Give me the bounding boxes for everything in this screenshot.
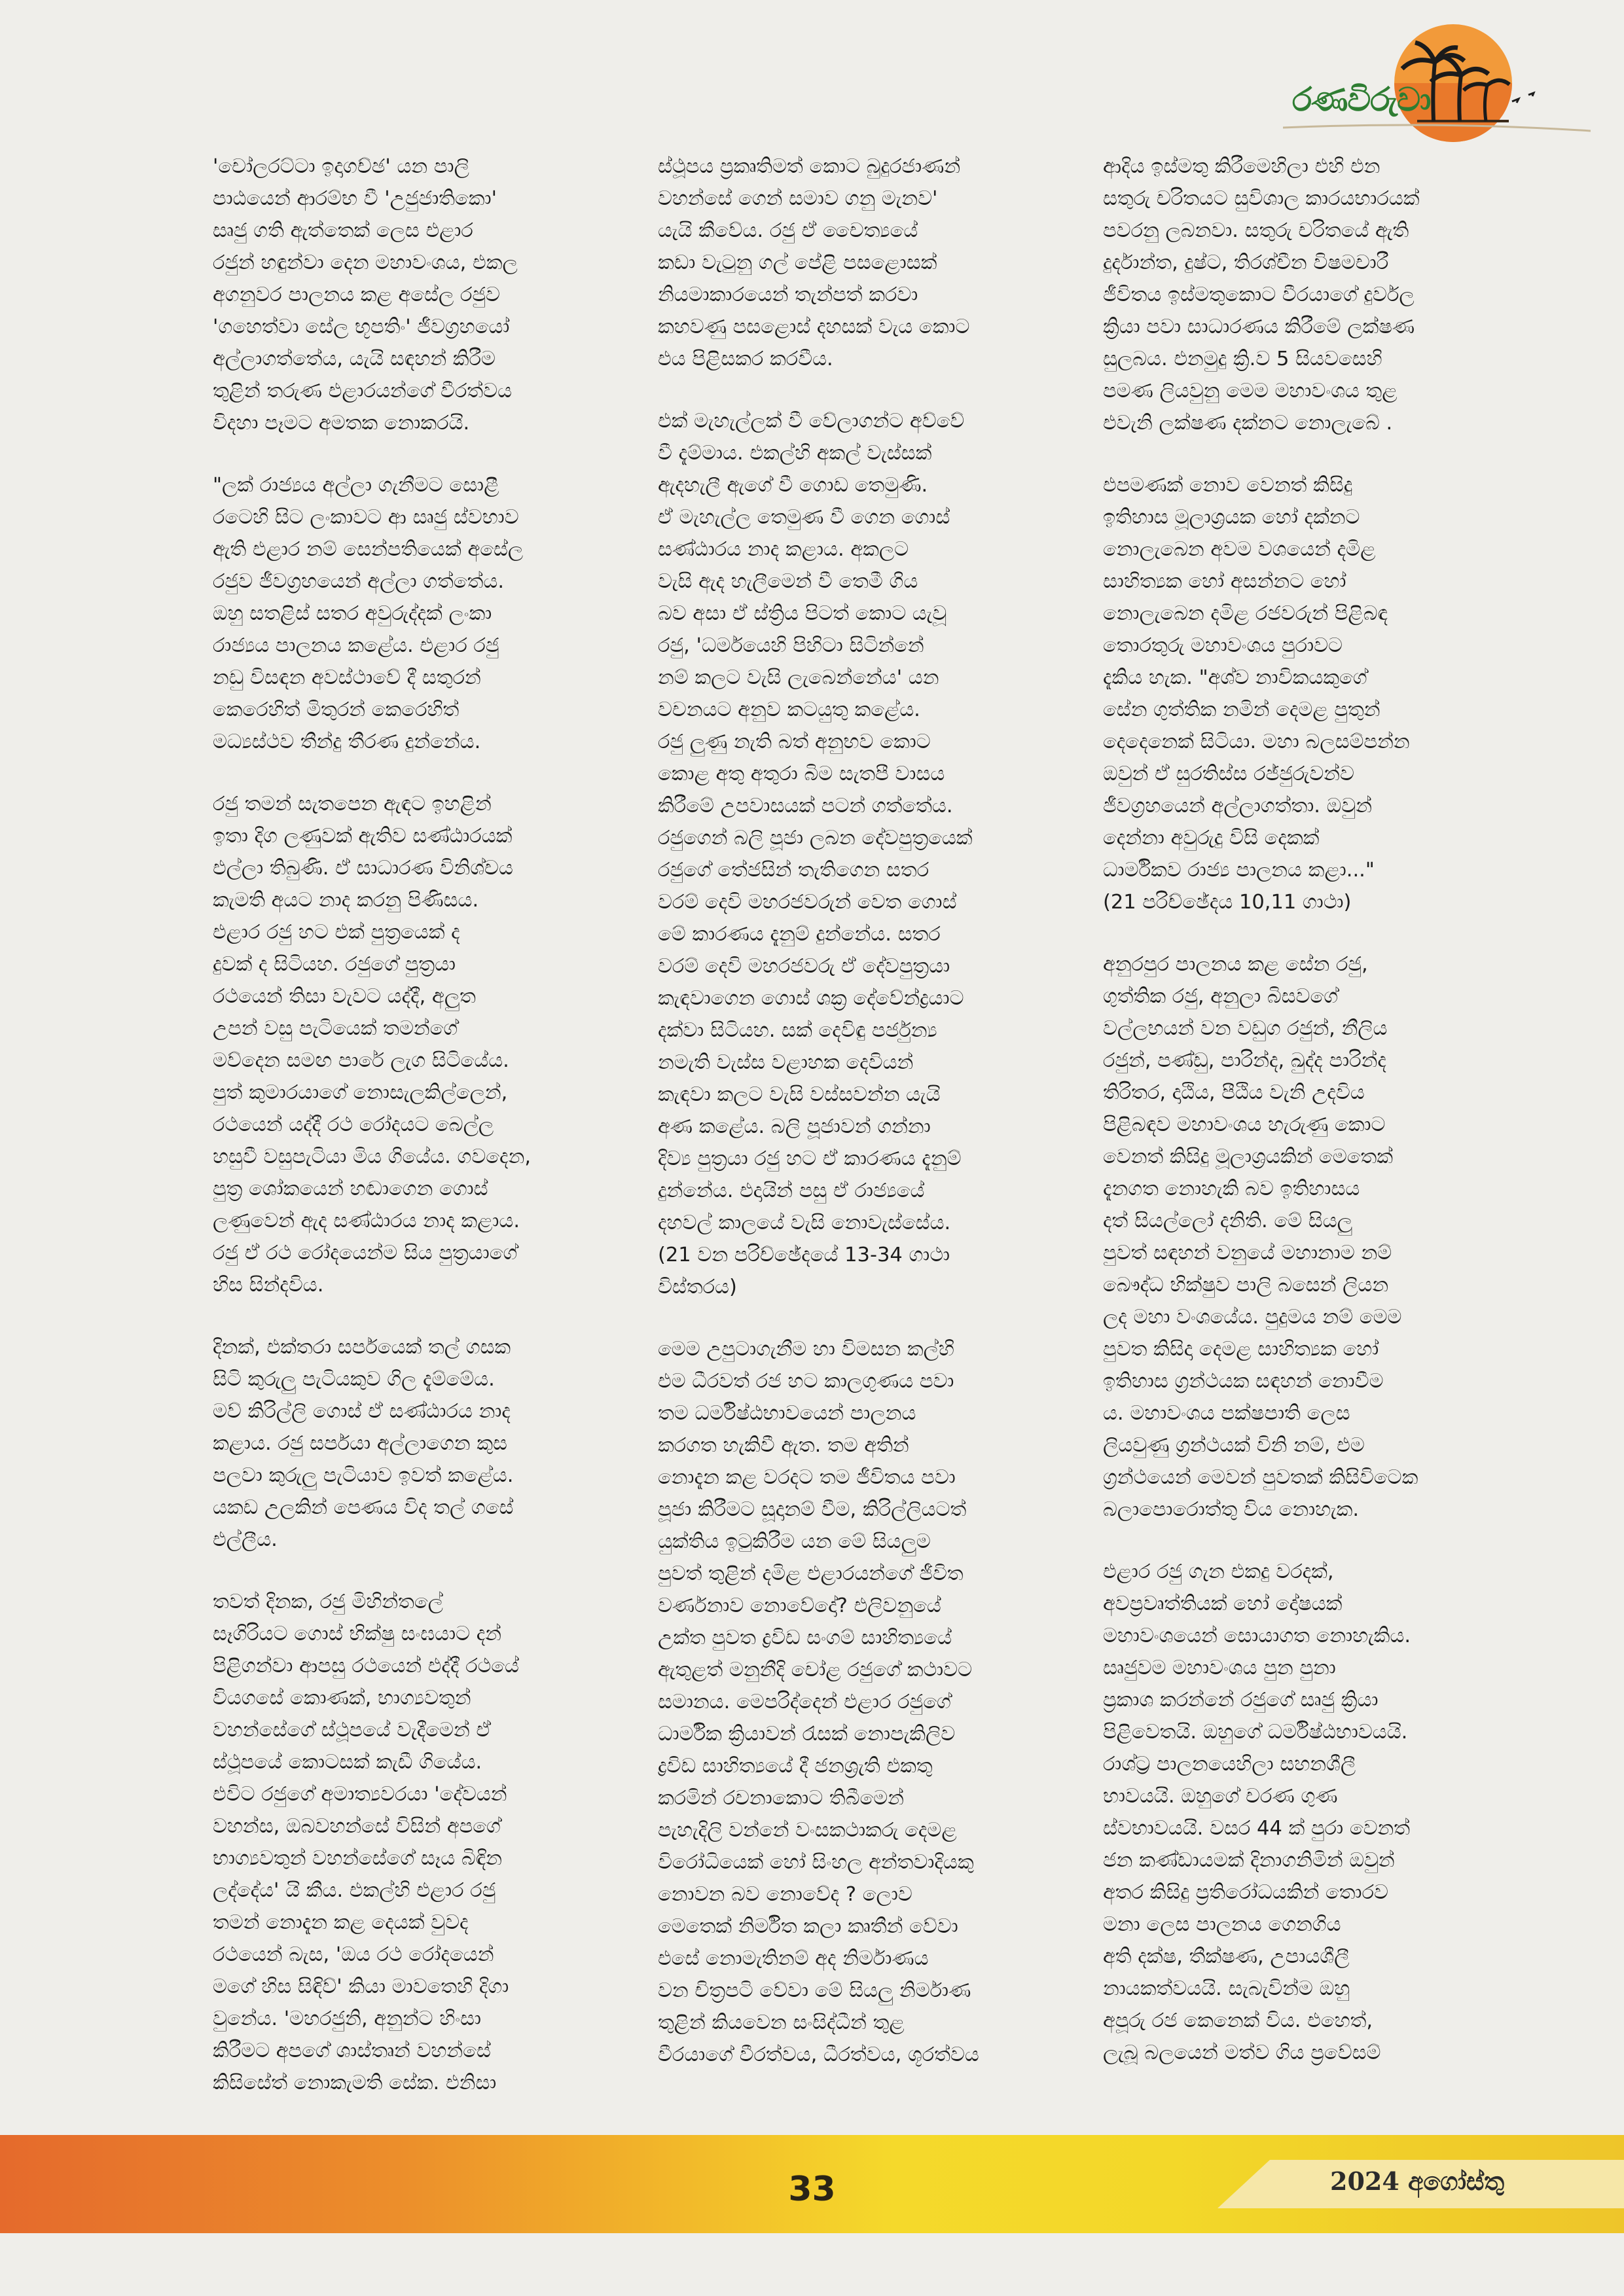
text-line: මධ්‍යස්ථව තීන්දු තීරණ දුන්නේය.: [213, 730, 481, 753]
text-line: ඇදහැලී ඇගේ වී ගොඩ තෙමුණි.: [658, 474, 928, 497]
text-line: එල්ලීය.: [213, 1528, 278, 1551]
text-line: යැයි කීවේය. රජු ඒ චෛත්‍යයේ: [658, 219, 918, 242]
article-column-1: [213, 151, 632, 2129]
text-line: සමානය. මෙපරිද්දෙන් එළාර රජුගේ: [658, 1691, 951, 1713]
text-line: පිළිගන්වා ආපසු රථයෙන් එද්දී රථයේ: [213, 1655, 519, 1677]
logo-text: රණවිරුවා: [1292, 81, 1431, 118]
text-line: රජු ඒ රථ රෝදයෙන්ම සිය පුත්‍රයාගේ: [213, 1242, 518, 1265]
text-line: නොලැබෙන දමිළ රජවරුන් පිළිබඳ: [1103, 602, 1388, 625]
text-line: කෙරෙහිත් මිතුරන් කෙරෙහිත්: [213, 698, 460, 721]
text-line: පාඨයෙන් ආරම්භ වී 'උජුජාතිකො': [213, 187, 497, 210]
text-line: කඩා වැටුනු ගල් පේළි පසළොසක්: [658, 251, 937, 274]
text-line: විරෝධියෙක් හෝ සිංහල අන්තවාදියකු: [658, 1851, 974, 1874]
text-line: පුත්‍ර ශෝකයෙන් හඬාගෙන ගොස්: [213, 1177, 488, 1200]
text-line: නොදැන කළ වරදට තම ජීවිතය පවා: [658, 1466, 956, 1489]
text-line: එය පිළිසකර කරවීය.: [658, 348, 833, 370]
text-line: දුන්නේය. එදායින් පසු ඒ රාජ්‍යයේ: [658, 1179, 925, 1202]
text-line: දෙන්නා අවුරුදු විසි දෙකක්: [1103, 827, 1320, 850]
text-line: භාවයයි. ඔහුගේ චරණ ගුණ: [1103, 1785, 1338, 1808]
text-line: (21 වන පරිච්ඡේදයේ 13-34 ගාථා: [658, 1244, 950, 1266]
text-line: ලියවුණු ග්‍රන්ථයක් විනි නම්, එම: [1103, 1434, 1365, 1457]
text-line: කරමින් රචනාකොට තිබීමෙන්: [658, 1787, 904, 1810]
text-line: වන චිත්‍රපටි වේවා මේ සියලු නිර්මාණ: [658, 1979, 971, 2002]
text-line: ක්‍රියා පවා සාධාරණය කිරීමේ ලක්ෂණ: [1103, 315, 1415, 338]
issue-date: 2024 අගෝස්තු: [1330, 2166, 1505, 2196]
text-line: නොවන බව නොවේද ? ලොව: [658, 1883, 912, 1906]
paragraph: [1103, 469, 1522, 918]
text-line: ඔවුන් ඒ සුරතිස්ස රජ්ජුරුවන්ව: [1103, 762, 1354, 785]
text-line: අපූරු රජ කෙනෙක් විය. එහෙත්,: [1103, 2009, 1373, 2032]
text-line: ඉතිහාස මූලාශ්‍රයක හෝ දක්නට: [1103, 506, 1360, 529]
text-line: ජීවිතය ඉස්මතුකොට වීරයාගේ දුර්වල: [1103, 283, 1415, 306]
text-line: පුත් කුමාරයාගේ නොසැලකිල්ලෙන්,: [213, 1081, 508, 1104]
text-line: වචනයට අනුව කටයුතු කළේය.: [658, 698, 920, 721]
text-line: රජු ලුණු නැති බත් අනුභව කොට: [658, 730, 931, 753]
text-line: රජු, 'ධර්මයෙහි පිහිටා සිටින්නේ: [658, 634, 924, 657]
text-line: ඉතා දිග ලණුවක් ඇතිව සණ්ඨාරයක්: [213, 825, 513, 848]
text-line: රජුගෙන් බලි පූජා ලබන දේවපුත්‍රයෙක්: [658, 827, 973, 850]
text-line: සුලබය. එනමුදු ක්‍රි.ව 5 සියවසෙහි: [1103, 348, 1382, 370]
text-line: පුවත් සඳහන් වනුයේ මහානාම නම්: [1103, 1242, 1392, 1265]
text-line: තොරතුරු මහාවංශය පුරාවට: [1103, 634, 1343, 657]
paragraph: [213, 151, 632, 439]
text-line: එම ධීරවත් රජ හට කාලගුණය පවා: [658, 1370, 954, 1393]
text-line: එවිට රජුගේ අමාත්‍යවරයා 'දේවයන්: [213, 1783, 507, 1806]
text-line: ලැබූ බලයෙන් මත්ව ගිය ප්‍රවේසම්: [1103, 2041, 1381, 2064]
text-line: දුර්දාන්ත, දුෂ්ට, තිරශ්චීන විෂමචාරී: [1103, 251, 1389, 274]
text-line: දක්වා සිටියහ. සක් දෙවිඳු පර්ජුන්‍ය: [658, 1019, 937, 1042]
text-line: කිරීමේ උපවාසයක් පටන් ගත්තේය.: [658, 795, 953, 817]
text-line: එක් මැහැල්ලක් වී වේලාගන්ට අව්වේ: [658, 410, 965, 433]
text-line: එල්ලා තිබුණි. ඒ සාධාරණ විනිශ්චය: [213, 857, 513, 880]
text-line: ලද්දේය' යි කීය. එකල්හි එළාර රජු: [213, 1879, 496, 1902]
text-line: මෙතෙක් නිර්මිත කලා කෘතීන් වේවා: [658, 1915, 958, 1938]
text-line: වියගසේ කොණක්, භාග්‍යවතුන්: [213, 1687, 471, 1710]
text-line: තිරිතර, දාඨිය, පීඨිය වැනි උදවිය: [1103, 1081, 1365, 1104]
text-line: මව්දෙන සමඟ පාරේ ලැග සිටියේය.: [213, 1049, 509, 1072]
text-line: කැඳවා කලට වැසි වස්සවන්න යැයි: [658, 1083, 941, 1106]
text-line: රජුව ජීවග්‍රහයෙන් අල්ලා ගත්තේය.: [213, 570, 505, 593]
text-line: වීරයාගේ වීරත්වය, ධීරත්වය, ශූරත්වය: [658, 2043, 979, 2066]
text-line: පවරනු ලබනවා. සතුරු චරිතයේ ඇති: [1103, 219, 1409, 242]
text-line: රථයෙන් තිසා වැවට යද්දී, අලුත: [213, 985, 476, 1008]
text-line: මේ කාරණය දැනුම් දුන්නේය. සතර: [658, 923, 941, 946]
paragraph: [658, 151, 1077, 375]
text-line: උපන් වසු පැටියෙක් තමන්ගේ: [213, 1017, 458, 1040]
text-line: වරම් දෙවි මහරජවරු ඒ දේවපුත්‍රයා: [658, 955, 950, 978]
text-line: අල්ලාගත්තේය, යැයි සඳහන් කිරීම: [213, 348, 496, 370]
text-line: රජුන් හඳුන්වා දෙන මහාවංශය, එකල: [213, 251, 518, 274]
text-line: ග්‍රන්ථයෙන් මෙවන් පුවතක් කිසිවිටෙක: [1103, 1466, 1418, 1489]
text-line: වර්ණනාව නොවේදෝ? එලිවනුයේ: [658, 1594, 941, 1617]
text-line: යකඩ උලකින් පෙණය විද තල් ගසේ: [213, 1496, 514, 1519]
text-line: පූජා කිරීමට සූදානම් වීම, කිරිල්ලියටත්: [658, 1498, 967, 1521]
text-line: රජුන්, පණ්ඩු, පාරින්ද, ඛුද්ද පාරින්ද: [1103, 1049, 1386, 1072]
text-line: එපමණක් නොව වෙනත් කිසිදු: [1103, 474, 1353, 497]
text-line: දුවක් ද සිටියහ. රජුගේ පුත්‍රයා: [213, 953, 456, 976]
text-line: 'චෝලරට්ටා ඉදාගච්ඡ' යන පාලි: [213, 155, 469, 178]
text-line: පැහැදිලි වන්නේ වංසකථාකරු දෙමළ: [658, 1819, 957, 1842]
text-line: සේන ගුත්තික නමින් දෙමළ පුතුන්: [1103, 698, 1380, 721]
text-line: ලණුවෙන් ඇද සණ්ඨාරය නාද කළාය.: [213, 1210, 520, 1232]
text-line: අවප්‍රවෘත්තියක් හෝ දෝෂයක්: [1103, 1592, 1343, 1615]
article-column-2: [658, 151, 1077, 2101]
text-line: කොළ අතු අතුරා බිම සැතපී වාසය: [658, 762, 945, 785]
text-line: දෙදෙනෙක් සිටියා. මහා බලසම්පන්න: [1103, 730, 1410, 753]
text-line: අතර කිසිදු ප්‍රතිරෝධයකින් තොරව: [1103, 1881, 1388, 1904]
text-line: නායකත්වයයි. සැබැවින්ම ඔහු: [1103, 1977, 1350, 2000]
text-line: දත් සියල්ලෝ දනිති. මේ සියලු: [1103, 1210, 1352, 1232]
text-line: සෘජු ගති ඇත්තෙක් ලෙස එළාර: [213, 219, 473, 242]
text-line: තම ධර්මිෂ්ඨභාවයෙන් පාලනය: [658, 1402, 916, 1425]
text-line: මෙම උපුටාගැනීම හා විමසන කල්හි: [658, 1338, 954, 1361]
text-line: නම් කලට වැසි ලැබෙන්නේය' යන: [658, 666, 939, 689]
paragraph: [1103, 1556, 1522, 2069]
text-line: ඇතුළත් මනුනීදි චෝළ රජුගේ කථාවට: [658, 1659, 973, 1681]
text-line: රජුගේ තේජසින් තැතිගෙන සතර: [658, 859, 929, 882]
text-line: අති දක්ෂ, තීක්ෂණ, උපායශීලී: [1103, 1945, 1350, 1968]
text-line: වෙනත් කිසිදු මූලාශ්‍රයකින් මෙතෙක්: [1103, 1145, 1394, 1168]
text-line: මගේ හිස සිඳිව්' කියා මාවතෙහි දිගා: [213, 1975, 509, 1998]
text-line: පිළිබඳව මහාවංශය හැරුණු කොට: [1103, 1113, 1386, 1136]
text-line: වහන්සේගේ ස්ථූපයේ වැදීමෙන් ඒ: [213, 1719, 492, 1742]
paragraph: [658, 1333, 1077, 2071]
text-line: දහවල් කාලයේ වැසි නොවැස්සේය.: [658, 1211, 951, 1234]
text-line: "ලක් රාජ්‍යය අල්ලා ගැනීමට සොළී: [213, 474, 499, 497]
text-line: පුවත කිසිදා දෙමළ සාහිත්‍යක හෝ: [1103, 1338, 1379, 1361]
article-column-3: [1103, 151, 1522, 2099]
text-line: වැසි ඇද හැලීමෙන් වී තෙමී ගිය: [658, 570, 918, 593]
text-line: සණ්ඨාරය නාද කළාය. අකලට: [658, 538, 909, 561]
text-line: සෑගිරියට ගොස් භික්ෂු සංඝයාට දන්: [213, 1623, 502, 1645]
text-line: වහන්සේ ගෙන් සමාව ගනු මැනව': [658, 187, 938, 210]
text-line: ජීවග්‍රහයෙන් අල්ලාගත්තා. ඔවුන්: [1103, 795, 1372, 817]
text-line: ආදිය ඉස්මතු කිරීමෙහිලා එහි එන: [1103, 155, 1380, 178]
text-line: කැඳවාගෙන ගොස් ශක්‍ර දේවේන්ද්‍රයාට: [658, 987, 964, 1010]
text-line: පුවත් තුළින් දමිළ එළාරයන්ගේ ජීවිත: [658, 1562, 964, 1585]
text-line: නොලැබෙන අවම වශයෙන් දමිළ: [1103, 538, 1376, 561]
text-line: ස්ථූපය ප්‍රකෘතිමත් කොට බුදුරජාණන්: [658, 155, 961, 178]
text-line: විස්තරය): [658, 1276, 737, 1299]
text-line: රථයෙන් බැස, 'ඔය රථ රෝදයෙන්: [213, 1943, 494, 1966]
text-line: නඩු විසඳන අවස්ථාවේ දී සතුරන්: [213, 666, 481, 689]
text-line: වල්ලභයන් වන වඩුග රජුන්, නීලිය: [1103, 1017, 1388, 1040]
text-line: ය. මහාවංශය පක්ෂපාති ලෙස: [1103, 1402, 1350, 1425]
text-line: වහන්ස, ඔබවහන්සේ විසින් අපගේ: [213, 1815, 501, 1838]
text-line: පලවා කුරුලු පැටියාව ඉවත් කළේය.: [213, 1464, 514, 1487]
text-line: ද්‍රවිඩ සාහිත්‍යයේ දී ජනශ්‍රැති එකතු: [658, 1755, 933, 1778]
text-line: එළාර රජු හට එක් පුත්‍රයෙක් ද: [213, 921, 460, 944]
text-line: ගුත්තික රජු, අනුලා බිසවගේ: [1103, 985, 1339, 1008]
text-line: ඉතිහාස ග්‍රන්ථයක සඳහන් නොවීම: [1103, 1370, 1384, 1393]
text-line: සතුරු චරිතයට සුවිශාල කාරයභාරයක්: [1103, 187, 1420, 210]
text-line: තුළින් කියවෙන සංසිද්ධීන් තුළ: [658, 2011, 905, 2034]
text-line: කැමති අයට නාද කරනු පිණිසය.: [213, 889, 479, 912]
text-line: පමණ ලියවුනු මෙම මහාවංශය තුළ: [1103, 380, 1398, 403]
text-line: ජන කණ්ඩායමක් දිනාගනිමින් ඔවුන්: [1103, 1849, 1395, 1872]
text-line: දිව්‍ය පුත්‍රයා රජු හට ඒ කාරණය දැනුම්: [658, 1147, 962, 1170]
text-line: දිනක්, එක්තරා සර්පයෙක් තල් ගසක: [213, 1336, 511, 1359]
paragraph: [1103, 948, 1522, 1526]
text-line: යුක්තිය ඉටුකිරීම යන මේ සියලුම: [658, 1530, 931, 1553]
text-line: අගනුවර පාලනය කළ අසේල රජුව: [213, 283, 500, 306]
text-line: ධාර්මික ක්‍රියාවන් රැසක් නොපැකිලිව: [658, 1723, 956, 1746]
text-line: බව අසා ඒ ස්ත්‍රිය පිටත් කොට යැවූ: [658, 602, 947, 625]
text-line: කහවණු පසළොස් දහසක් වැය කොට: [658, 315, 970, 338]
text-line: කළාය. රජු සර්පයා අල්ලාගෙන කුස: [213, 1432, 507, 1455]
text-line: පිළිවෙතයි. ඔහුගේ ධර්මිෂ්ඨභාවයයි.: [1103, 1721, 1408, 1744]
text-line: බලාපොරොත්තු විය නොහැක.: [1103, 1498, 1360, 1521]
text-line: ඇති එළාර නම් සෙන්පතියෙක් අසේල: [213, 538, 524, 561]
text-line: මනා ලෙස පාලනය ගෙනගිය: [1103, 1913, 1341, 1936]
text-line: වුනේය. 'මහරජුනි, අනුන්ට හිංසා: [213, 2007, 481, 2030]
text-line: වී දැම්මාය. එකල්හි අකල් වැස්සක්: [658, 442, 932, 465]
paragraph: [213, 469, 632, 758]
text-line: දැනගත නොහැකි බව ඉතිහාසය: [1103, 1177, 1360, 1200]
text-line: ස්ථූපයේ කොටසක් කැඩී ගියේය.: [213, 1751, 482, 1774]
text-line: තමන් නොදැන කළ දෙයක් වුවද: [213, 1911, 469, 1934]
text-line: රටෙහි සිට ලංකාවට ආ සෘජු ස්වභාව: [213, 506, 519, 529]
text-line: මව් කිරිල්ලි ගොස් ඒ සණ්ඨාරය නාද: [213, 1400, 511, 1423]
paragraph: [213, 1586, 632, 2099]
text-line: සිටි කුරුලු පැටියකුව ගිල දැම්මේය.: [213, 1368, 495, 1391]
text-line: සාහිත්‍යක හෝ අසන්නට හෝ: [1103, 570, 1346, 593]
text-line: මහාවංශයෙන් සොයාගත නොහැකිය.: [1103, 1624, 1411, 1647]
text-line: (21 පරිච්ඡේදය 10,11 ගාථා): [1103, 891, 1352, 914]
text-line: හිස සින්දවිය.: [213, 1274, 324, 1297]
paragraph: [658, 405, 1077, 1303]
text-line: රාජ්‍යය පාලනය කළේය. එළාර රජු: [213, 634, 499, 657]
text-line: ඒ මැහැල්ල තෙමුණ වී ගෙන ගොස්: [658, 506, 950, 529]
text-line: අණ කළේය. බලි පූජාවන් ගන්නා: [658, 1115, 931, 1138]
text-line: ධාර්මිකව රාජ්‍ය පාලනය කළා...": [1103, 859, 1375, 882]
page-number: 33: [788, 2170, 836, 2209]
text-line: නමැති වැස්ස වළාහක දෙවියන්: [658, 1051, 914, 1074]
text-line: ලද මහා වංශයේය. පුදුමය නම් මෙම: [1103, 1306, 1402, 1329]
text-line: කරගත හැකිවී ඇත. තම අතින්: [658, 1434, 909, 1457]
text-line: එසේ නොමැතිනම් අද නිර්මාණය: [658, 1947, 929, 1970]
text-line: කිරීමට අපගේ ශාස්තෘන් වහන්සේ: [213, 2039, 491, 2062]
text-line: රාශ්ට්‍ර පාලනයෙහිලා සහනශීලී: [1103, 1753, 1356, 1776]
publication-logo: [1283, 23, 1597, 154]
text-line: තවත් දිනක, රජු මිහින්තලේ: [213, 1590, 443, 1613]
text-line: භාග්‍යවතුන් වහන්සේගේ සෑය බිඳින: [213, 1847, 503, 1870]
text-line: රජු තමන් සැතපෙන ඇඳට ඉහළින්: [213, 793, 492, 816]
paragraph: [213, 788, 632, 1301]
paragraph: [213, 1331, 632, 1556]
text-line: දැකිය හැක. "අශ්ව නාවිකයකුගේ: [1103, 666, 1367, 689]
text-line: වරම් දෙවි මහරජවරුන් වෙත ගොස්: [658, 891, 957, 914]
text-line: බෞද්ධ භික්ෂුව පාලි බසෙන් ලියන: [1103, 1274, 1389, 1297]
paragraph: [1103, 151, 1522, 439]
text-line: සෘජුවම මහාවංශය පුන පුනා: [1103, 1657, 1336, 1679]
text-line: එවැනි ලක්ෂණ දක්නට නොලැබේ .: [1103, 412, 1393, 435]
text-line: ඔහු සතළිස් සතර අවුරුද්දක් ලංකා: [213, 602, 492, 625]
text-line: කිසිසේත් නොකැමති සේක. එනිසා: [213, 2072, 497, 2094]
text-line: නියමාකාරයෙන් තැන්පත් කරවා: [658, 283, 918, 306]
text-line: රථයෙන් යද්දී රථ රෝදයට බෙල්ල: [213, 1113, 494, 1136]
text-line: හසුවී වසුපැටියා මිය ගියේය. ගවදෙන,: [213, 1145, 532, 1168]
text-line: ප්‍රකාශ කරන්නේ රජුගේ සෘජු ක්‍රියා: [1103, 1689, 1379, 1712]
text-line: එළාර රජු ගැන එකදු වරදක්,: [1103, 1560, 1334, 1583]
text-line: ස්වභාවයයි. වසර 44 ක් පුරා වෙනත්: [1103, 1817, 1411, 1840]
text-line: තුළින් තරුණ එළාරයන්ගේ වීරත්වය: [213, 380, 513, 403]
text-line: 'ගහෙත්වා සේල භූපතිං' ජීවග්‍රහයෝ: [213, 315, 510, 338]
text-line: අනුරපුර පාලනය කළ සේන රජු,: [1103, 953, 1368, 976]
text-line: උක්ත පුවත ද්‍රවිඩ සංගම් සාහිත්‍යයේ: [658, 1626, 952, 1649]
text-line: විදහා පෑමට අමතක නොකරයි.: [213, 412, 470, 435]
